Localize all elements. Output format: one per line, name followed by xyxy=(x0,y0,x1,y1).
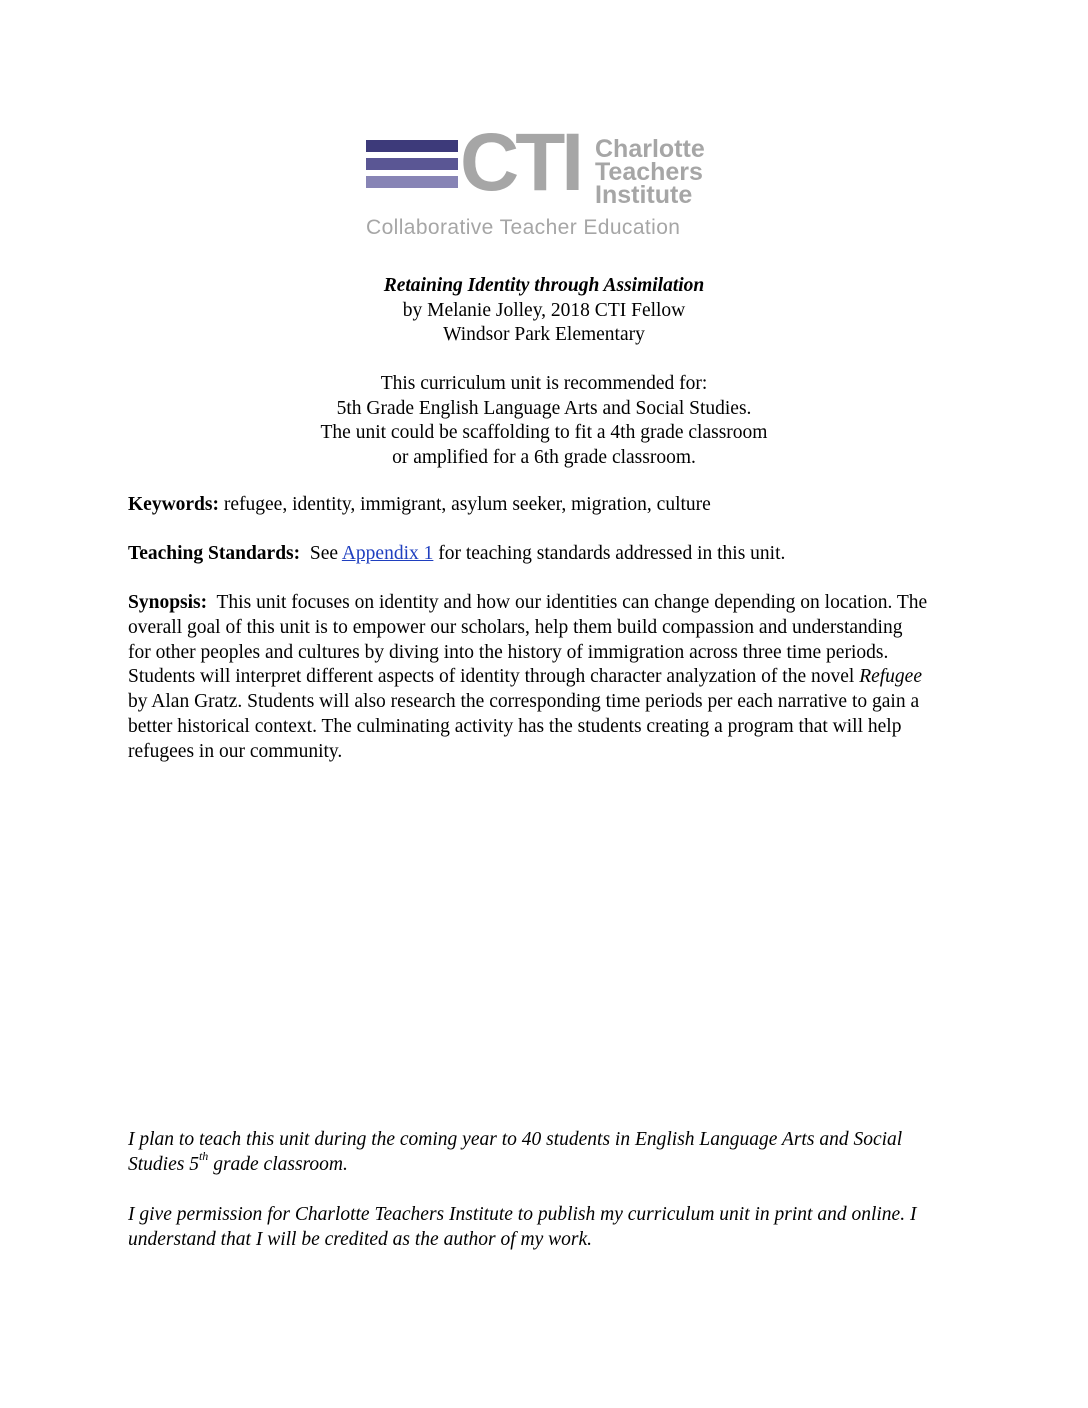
synopsis-text: by Alan Gratz. Students will also research the corresponding time periods per each narrative to gain a better historical context. The culminating activity has the students creating a program that will help refugees in our community. xyxy=(128,691,920,762)
title-block xyxy=(0,274,1088,348)
logo-org-line: Charlotte xyxy=(595,135,705,163)
standards-post: for teaching standards addressed in this unit. xyxy=(433,543,786,564)
recommendation-line: This curriculum unit is recommended for: xyxy=(380,373,708,394)
permission-paragraph: I give permission for Charlotte Teachers Institute to publish my curriculum unit in print and online. I understand that I will be credited as the author of my work. xyxy=(128,1204,917,1250)
recommendation-line: The unit could be scaffolding to fit a 4th grade classroom xyxy=(320,422,768,443)
keywords-label: Keywords: xyxy=(128,494,219,515)
byline: by Melanie Jolley, 2018 CTI Fellow xyxy=(402,299,686,321)
recommendation-block xyxy=(0,372,1088,470)
plan-paragraph xyxy=(128,1128,928,1178)
school-name: Windsor Park Elementary xyxy=(443,324,645,345)
logo-org-line: Teachers xyxy=(595,158,703,186)
document-title: Retaining Identity through Assimilation xyxy=(383,275,705,296)
keywords-text: refugee, identity, immigrant, asylum seeker, migration, culture xyxy=(219,494,711,515)
synopsis-paragraph xyxy=(128,591,933,765)
logo-bar xyxy=(366,140,458,152)
logo-bars-icon xyxy=(366,140,458,194)
logo-bar xyxy=(366,176,458,188)
standards-paragraph xyxy=(128,542,928,567)
recommendation-line: or amplified for a 6th grade classroom. xyxy=(392,446,696,468)
keywords-paragraph xyxy=(128,493,928,518)
cti-logo xyxy=(366,117,726,244)
logo-tagline: Collaborative Teacher Education xyxy=(366,216,681,239)
plan-text: I plan to teach this unit during the coming year to 40 students in English Language Arts and Social Studies 5 xyxy=(128,1129,903,1175)
logo-abbrev: CTI xyxy=(460,117,581,208)
synopsis-text: This unit focuses on identity and how our identities can change depending on location. The overall goal of this unit is to empower our scholars, help them build compassion and understanding for other peoples and cultures by diving into the history of immigration across three time periods. Students will interpret different aspects of identity through character analyzation of the novel xyxy=(128,592,933,688)
synopsis-label: Synopsis: xyxy=(128,592,208,613)
logo-bar xyxy=(366,158,458,170)
plan-text: grade classroom. xyxy=(208,1153,348,1175)
appendix-link[interactable]: Appendix 1 xyxy=(341,543,434,564)
standards-label: Teaching Standards: xyxy=(128,543,301,564)
standards-pre: See xyxy=(300,543,342,564)
novel-title: Refugee xyxy=(859,666,922,688)
logo-org-name xyxy=(595,135,705,209)
recommendation-line: 5th Grade English Language Arts and Social Studies. xyxy=(336,397,752,419)
logo-org-line: Institute xyxy=(595,181,693,209)
plan-superscript: th xyxy=(198,1149,209,1164)
